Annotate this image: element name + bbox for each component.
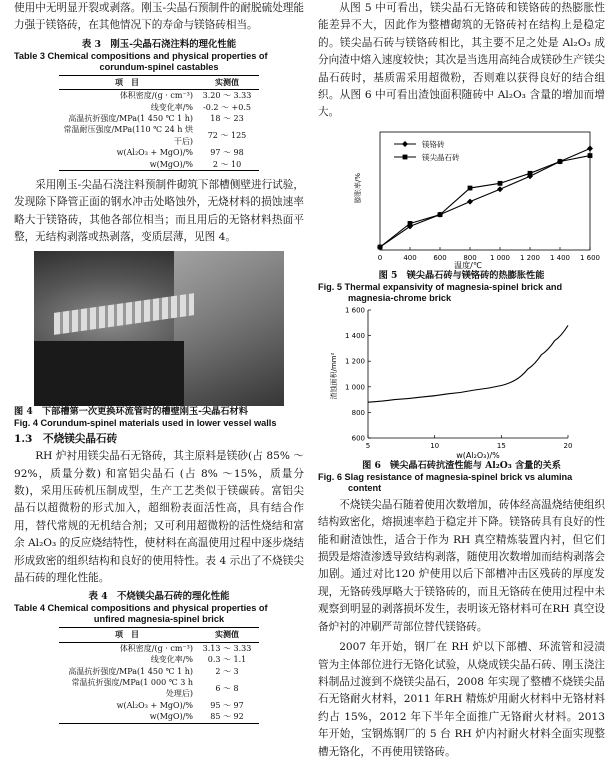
figure5-caption-en: Fig. 5 Thermal expansivity of magnesia-spinel brick and magnesia-chrome brick (318, 281, 563, 303)
table-header-cell: 实测值 (195, 628, 259, 642)
text-line: 落，变质层薄，见图 4。 (119, 231, 236, 244)
text-line: 镁铬砖相当。 (194, 19, 258, 32)
table-row (59, 124, 259, 147)
figure5-point (408, 221, 413, 226)
table4-title-cn: 表 4 不烧镁尖晶石砖的理化性能 (88, 591, 230, 603)
table-row (59, 677, 259, 700)
table-row (59, 102, 259, 113)
table-item-cell: 常温抗折强度/MPa(1 000 ℃ 3 h 处理后) (71, 677, 193, 699)
paragraph-fig5-discussion (318, 0, 605, 122)
text-line: 进行试验，发现除下降管正面的钢水冲击处略蚀外， (14, 179, 304, 209)
text-line: RH 炉衬用镁尖晶石无铬砖，其主原料是镁砂 (35, 450, 249, 463)
figure5-xlabel: 温度/℃ (454, 260, 482, 270)
table-value-cell: 6 ～ 8 (215, 683, 239, 693)
figure5-point (378, 244, 383, 249)
text-line: (占 85% ～92%，质量分数) 和富铝尖晶石 (占 8% ～ (14, 450, 304, 480)
figure5-point (498, 181, 503, 186)
figure6-x-tick-label: 15 (496, 441, 506, 450)
text-line: 从图 5 中可看出，镁尖晶石无铬砖和镁铬砖的热 (339, 2, 573, 14)
text-line: 砖残厚略大于镁铬砖的，而且无铬砖在使用过程中未 (360, 585, 606, 598)
table-row (59, 700, 259, 711)
table-header-cell: 项 目 (59, 75, 195, 89)
figure5-x-tick-label: 1 000 (489, 253, 511, 262)
figure6-ylabel: 渣蚀面积/mm² (330, 352, 338, 400)
text-line: 脱硫处理能力强于镁铬砖，在其他情况下的寿命与 (14, 2, 305, 32)
figure6-caption-en: Fig. 6 Slag resistance of magnesia-spinel brick vs alumina content (318, 471, 573, 493)
table-value-cell: 2 ～ 3 (215, 666, 239, 676)
text-line: 使用中无明显开裂或剥落。刚玉-尖晶石预制件的耐 (14, 2, 251, 14)
table-item-cell: 高温抗折强度/MPa(1 450 ℃ 1 h) (68, 666, 193, 676)
text-line: 铬砖具有良好的性能和耐渣蚀性，适合于作为 RH 真 (318, 516, 606, 546)
text-line: 密的组织结构和良好的使用特性。表 4 示出了不烧 (45, 554, 283, 567)
text-line: 采用刚玉-尖晶石浇注料预制件砌筑下部槽侧壁 (35, 179, 251, 192)
figure6-x-tick-label: 10 (430, 441, 440, 450)
text-line: 15%，质量分数)，采用压砖机压制成型，生产工艺类 (14, 467, 305, 497)
text-line: 无烧材料的损蚀速率略大于镁铬砖，其他各部位相当； (14, 196, 305, 226)
text-line: 不足之处是 Al₂O₃ 成分向渣中熔入速度较快；其次是 (318, 36, 606, 67)
table-row (59, 666, 259, 677)
figure5-point (588, 153, 593, 158)
figure6-y-tick-label: 1 000 (344, 383, 365, 392)
figure6-chart (318, 304, 605, 460)
text-line: RH 真空设备炉衬的冲刷严苛部位替代镁铬砖。 (318, 603, 605, 633)
table-value-cell: 95 ～ 97 (210, 700, 244, 710)
text-line: 粉表面活性高，具有结合作用，替代常规的无机结合 (14, 502, 305, 532)
figure6-y-tick-label: 800 (351, 408, 365, 417)
figure6-y-tick-label: 1 400 (344, 331, 365, 340)
figure5-point (468, 185, 473, 190)
figure5-point (438, 212, 443, 217)
figure5-legend-marker (403, 154, 408, 159)
figure5-legend-label: 镁尖晶石砖 (422, 152, 460, 162)
text-line: 镁尖晶石砖的理化性能。 (14, 554, 305, 584)
text-line: 2007 年开始，钢厂在 RH 炉以下部槽、环流管和 (339, 641, 584, 654)
table-value-cell: 18 ～ 23 (210, 114, 244, 124)
table-row (59, 113, 259, 124)
text-line: RH 精炼炉用耐火材料中无铬材料约占 15%， (318, 693, 605, 723)
paragraph-slag-resistance (318, 497, 605, 636)
table-value-cell: 85 ～ 92 (195, 711, 259, 723)
section-heading: 1.3 不烧镁尖晶石砖 (14, 432, 118, 445)
text-line: 结构上是稳定的。镁尖晶石砖与镁铬砖相比，其主要 (318, 19, 605, 49)
figure4-photo (34, 251, 284, 406)
table-value-cell: 72 ～ 125 (207, 131, 247, 141)
figure5-series-line (380, 155, 590, 246)
figure5-plot-frame (380, 132, 590, 250)
table-row (59, 90, 259, 102)
table-row (59, 711, 259, 723)
table-item-cell: w(MgO)/% (59, 711, 195, 723)
table4 (59, 627, 259, 723)
text-line: 看出渣蚀面积随砖中 Al₂O₃ 含量的增加而增大。 (318, 89, 605, 119)
figure6-series-line (368, 325, 568, 402)
table-item-cell: w(MgO)/% (59, 159, 195, 171)
table4-title-en: Table 4 Chemical compositions and physical properties of unfired magnesia-spinel brick (14, 603, 268, 625)
figure6-x-tick-label: 20 (563, 441, 573, 450)
figure5-ylabel: 膨胀率/% (354, 172, 362, 203)
figure6-y-tick-label: 1 200 (344, 357, 365, 366)
text-line: 观察到明显的剥落损坏发生，表明该无铬材料可在 (318, 603, 553, 616)
text-line: 膨胀性能差异不大，因此作为整槽砌筑的无铬砖衬在 (318, 2, 606, 32)
text-line: 120 炉使用以后下部槽冲击区残砖的厚度发现，无铬 (318, 568, 605, 598)
text-line: 2012 年下半年全面推广无铬耐火材料。2013 年开 (318, 710, 605, 741)
text-line: 剂；又可利用超微粉的活性烧结和富余 Al₂O₃ 的反应 (14, 519, 305, 550)
figure5-point (558, 159, 563, 164)
text-line: 烧结特性，使材料在高温使用过程中逐步烧结形成致 (14, 537, 305, 567)
figure5-caption-cn: 图 5 镁尖晶石砖与镁铬砖的热膨胀性能 (378, 269, 545, 281)
table-value-cell: 3.13 ～ 3.33 (202, 643, 252, 653)
text-line: 似于镁碳砖。富铝尖晶石以超微粉的形式加入，超细 (14, 484, 305, 515)
figure6-caption-cn: 图 6 镁尖晶石砖抗渣性能与 Al₂O₃ 含量的关系 (362, 459, 561, 471)
figure4-caption-en: Fig. 4 Corundum-spinel materials used in lower vessel walls (14, 417, 277, 428)
table-row (59, 147, 259, 158)
figure6-y-tick-label: 600 (351, 434, 365, 443)
table-item-cell: 高温抗折强度/MPa(1 450 ℃ 1 h) (68, 114, 193, 124)
table-item-cell: 常温耐压强度/MPa(110 ℃ 24 h 烘干后) (63, 125, 193, 146)
table3-title-cn: 表 3 刚玉-尖晶石浇注料的理化性能 (81, 38, 237, 50)
table-value-cell: 3.20 ～ 3.33 (202, 91, 252, 101)
table-row (59, 654, 259, 665)
text-line: 整槽无铬化，不再使用镁铬砖。 (318, 728, 605, 758)
table-value-cell: -0.2 ～ +0.5 (203, 102, 251, 112)
figure5-point (528, 171, 533, 176)
figure5-x-tick-label: 0 (377, 253, 383, 262)
table-item-cell: 线变化率/% (150, 655, 193, 665)
text-line: 不烧镁尖晶石随着使用次数增加，砖体经高温烧 (339, 498, 563, 511)
table-value-cell: 97 ～ 98 (210, 148, 244, 158)
figure4-caption-cn: 图 4 下部槽第一次更换环流管时的槽壁刚玉-尖晶石材料 (14, 405, 248, 417)
table-item-cell: 体积密度/(g · cm⁻³) (119, 643, 193, 653)
paragraph-unfired-brick (14, 448, 304, 587)
figure5-x-tick-label: 1 200 (519, 253, 541, 262)
text-line: 结使组织结构致密化，熔损速率趋于稳定并下降。镁 (318, 498, 606, 529)
figure5-point (497, 186, 503, 192)
paragraph-castable-test (14, 177, 304, 247)
figure6-y-tick-label: 1 600 (344, 306, 365, 315)
table-row (59, 642, 259, 654)
figure5-x-tick-label: 400 (403, 253, 417, 262)
table-row (59, 159, 259, 171)
table-header-cell: 项 目 (59, 628, 195, 642)
figure6-xlabel: w(Al₂O₃)/% (456, 450, 500, 460)
text-line: 落，随使用次数增加而结构剥落会加剧。通过对比 (318, 551, 606, 581)
right-column (318, 0, 605, 761)
text-line: 空精炼装置内衬，但它们损毁是熔渣渗透导致结构剥 (318, 533, 606, 564)
figure5-x-tick-label: 1 600 (579, 253, 601, 262)
text-line: 超微粉，否则难以获得良好的结合组织。从图 6 中可 (318, 71, 605, 102)
table-item-cell: w(Al₂O₃ + MgO)/% (116, 148, 193, 158)
figure5-chart (318, 122, 605, 270)
figure5-x-tick-label: 600 (433, 253, 447, 262)
paragraph-history (318, 639, 605, 761)
table-header-cell: 实测值 (195, 75, 259, 89)
text-line: 当选用高纯合成镁砂生产镁尖晶石砖时，基质需采用 (318, 54, 606, 84)
figure5-legend-label: 镁铬砖 (422, 139, 445, 149)
figure5-point (467, 198, 473, 204)
table-item-cell: w(Al₂O₃ + MgO)/% (116, 700, 193, 710)
figure5-point (587, 145, 593, 151)
text-line: 而且用后的无铬材料热面平整，无结构剥落或热剥 (14, 213, 305, 244)
table-value-cell: 0.3 ～ 1.1 (207, 655, 247, 665)
table-item-cell: 体积密度/(g · cm⁻³) (119, 91, 193, 101)
figure6-x-tick-label: 5 (365, 441, 371, 450)
text-line: 浸渍管为主体部位进行无铬化试验，从烧成镁尖晶石 (318, 641, 606, 671)
table-value-cell: 2 ～ 10 (195, 159, 259, 171)
figure5-x-tick-label: 800 (463, 253, 477, 262)
text-line: 砖、刚玉浇注料制品过渡到不烧镁尖晶石，2008 年 (318, 658, 605, 688)
figure5-legend-marker (402, 141, 408, 147)
text-line: 实现了整槽不烧镁尖晶石无铬耐火材料，2011 年 (318, 675, 606, 706)
table3-title-en: Table 3 Chemical compositions and physical properties of corundum-spinel castables (14, 50, 268, 72)
text-line: 始，宝钢炼钢厂的 5 台 RH 炉内衬耐火材料全面实现 (339, 728, 595, 741)
table3 (59, 75, 259, 171)
figure5-x-tick-label: 1 400 (549, 253, 571, 262)
table-item-cell: 线变化率/% (150, 102, 193, 112)
left-column (14, 0, 304, 724)
paragraph-continued (14, 0, 304, 35)
